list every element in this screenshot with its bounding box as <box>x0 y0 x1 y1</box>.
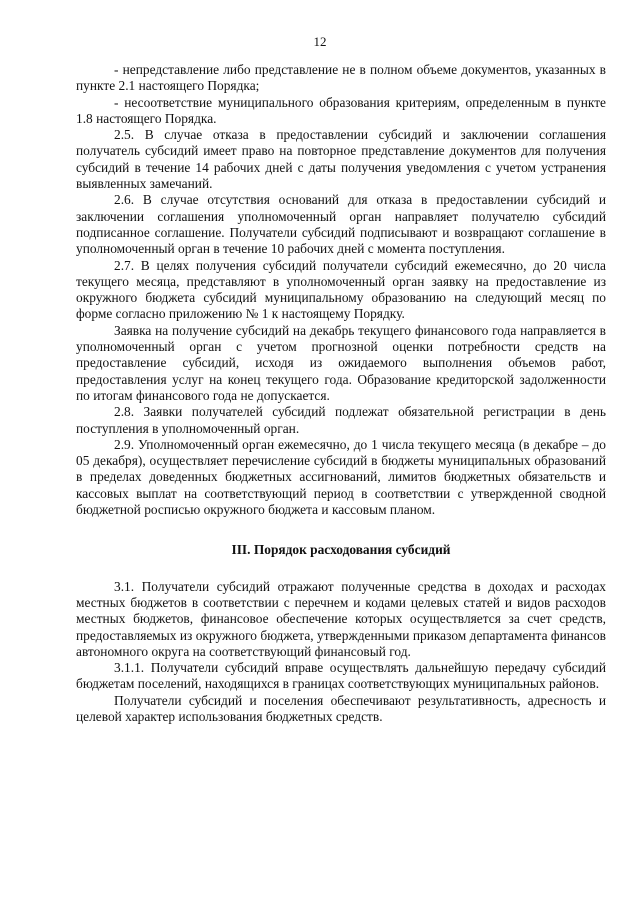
paragraph-2-7: 2.7. В целях получения субсидий получатели субсидий ежемесячно, до 20 числа текущего месяца, представляют в уполномоченный орган заявку на предоставление из окружного бюджета субсидий муниципальному образованию на следующий месяц по форме согласно приложению № 1 к настоящему Порядку. <box>76 257 606 322</box>
paragraph-3-1: 3.1. Получатели субсидий отражают полученные средства в доходах и расходах местных бюджетов в соответствии с перечнем и кодами целевых статей и видов расходов местных бюджетов, финансовое обеспечение которых осуществляется за счет средств, предоставляемых из окружного бюджета, утвержденными приказом департамента финансов автономного округа на соответствующий финансовый год. <box>76 578 606 659</box>
paragraph-dash-1: - непредставление либо представление не в полном объеме документов, указанных в пункте 2.1 настоящего Порядка; <box>76 62 606 94</box>
paragraph-3-1-1: 3.1.1. Получатели субсидий вправе осуществлять дальнейшую передачу субсидий бюджетам поселений, находящихся в границах соответствующих муниципальных районов. <box>76 660 606 692</box>
paragraph-2-8: 2.8. Заявки получателей субсидий подлежат обязательной регистрации в день поступления в уполномоченный орган. <box>76 404 606 436</box>
page-number: 12 <box>313 34 327 49</box>
document-body <box>76 62 606 725</box>
paragraph-2-6: 2.6. В случае отсутствия оснований для отказа в предоставлении субсидий и заключении соглашения уполномоченный орган направляет получателю субсидий подписанное соглашение. Получатели субсидий подписывают и возвращают соглашение в уполномоченный орган в течение 10 рабочих дней с момента поступления. <box>76 192 606 257</box>
paragraph-2-5: 2.5. В случае отказа в предоставлении субсидий и заключении соглашения получатель субсидий имеет право на повторное представление документов для получения субсидий в течение 14 рабочих дней с даты получения уведомления с учетом устранения выявленных замечаний. <box>76 127 606 192</box>
section-heading: III. Порядок расходования субсидий <box>231 542 451 558</box>
paragraph-2-9: 2.9. Уполномоченный орган ежемесячно, до 1 числа текущего месяца (в декабре – до 05 декабря), осуществляет перечисление субсидий в бюджеты муниципальных образований в пределах доведенных бюджетных ассигнований, лимитов бюджетных обязательств и кассовых выплат на соответствующий период в соответствии с утвержденной сводной бюджетной росписью окружного бюджета и кассовым планом. <box>76 436 606 518</box>
paragraph-recipients-settlements: Получатели субсидий и поселения обеспечивают результативность, адресность и целевой характер использования бюджетных средств. <box>76 692 606 724</box>
paragraph-december-request: Заявка на получение субсидий на декабрь текущего финансового года направляется в уполномоченный орган с учетом прогнозной оценки потребности средств на предоставление субсидий, исходя из ожидаемого выполнения объемов работ, предоставления услуг на конец текущего года. Образование кредиторской задолженности по итогам финансового года не допускается. <box>76 322 606 403</box>
paragraph-dash-2: - несоответствие муниципального образования критериям, определенным в пункте 1.8 настоящего Порядка. <box>76 94 606 126</box>
